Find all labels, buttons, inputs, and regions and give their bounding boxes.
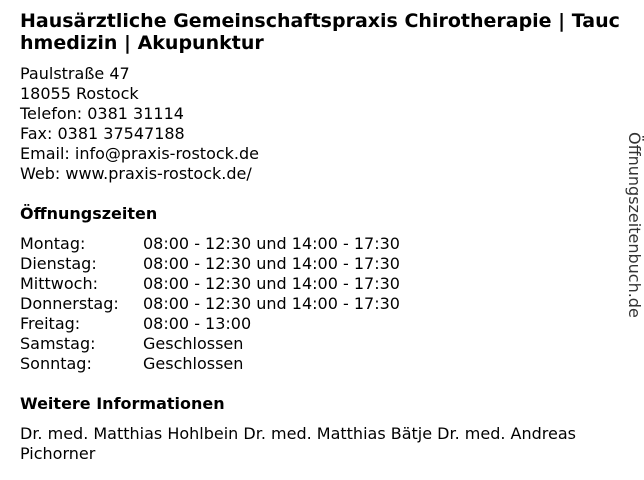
hours-time: 08:00 - 12:30 und 14:00 - 17:30	[143, 254, 400, 273]
hours-time: 08:00 - 12:30 und 14:00 - 17:30	[143, 234, 400, 253]
hours-row-wednesday	[20, 274, 400, 294]
hours-row-saturday	[20, 334, 400, 354]
address-block	[20, 64, 259, 184]
hours-day: Dienstag:	[20, 254, 97, 273]
hours-row-tuesday	[20, 254, 400, 274]
hours-time: Geschlossen	[143, 334, 244, 353]
hours-time: Geschlossen	[143, 354, 244, 373]
hours-day: Samstag:	[20, 334, 96, 353]
hours-row-thursday	[20, 294, 400, 314]
hours-time: 08:00 - 13:00	[143, 314, 252, 333]
hours-day: Sonntag:	[20, 354, 92, 373]
page-title: Hausärztliche Gemeinschaftspraxis Chirotherapie | Tauchmedizin | Akupunktur	[20, 10, 620, 54]
fax-number: Fax: 0381 37547188	[20, 124, 185, 143]
opening-hours-table	[20, 234, 400, 374]
hours-day: Montag:	[20, 234, 86, 253]
hours-time: 08:00 - 12:30 und 14:00 - 17:30	[143, 294, 400, 313]
more-info-heading: Weitere Informationen	[20, 394, 225, 413]
address-city: 18055 Rostock	[20, 84, 139, 103]
hours-row-sunday	[20, 354, 400, 374]
hours-day: Freitag:	[20, 314, 81, 333]
doctors-list: Dr. med. Matthias Hohlbein Dr. med. Matthias Bätje Dr. med. Andreas Pichorner	[20, 424, 576, 463]
opening-hours-heading: Öffnungszeiten	[20, 204, 158, 223]
email-address: Email: info@praxis-rostock.de	[20, 144, 259, 163]
address-street: Paulstraße 47	[20, 64, 130, 83]
watermark-text: Öffnungszeitenbuch.de	[625, 132, 644, 318]
hours-day: Mittwoch:	[20, 274, 98, 293]
hours-day: Donnerstag:	[20, 294, 119, 313]
hours-time: 08:00 - 12:30 und 14:00 - 17:30	[143, 274, 400, 293]
website-address: Web: www.praxis-rostock.de/	[20, 164, 252, 183]
hours-row-friday	[20, 314, 400, 334]
hours-row-monday	[20, 234, 400, 254]
phone-number: Telefon: 0381 31114	[20, 104, 184, 123]
